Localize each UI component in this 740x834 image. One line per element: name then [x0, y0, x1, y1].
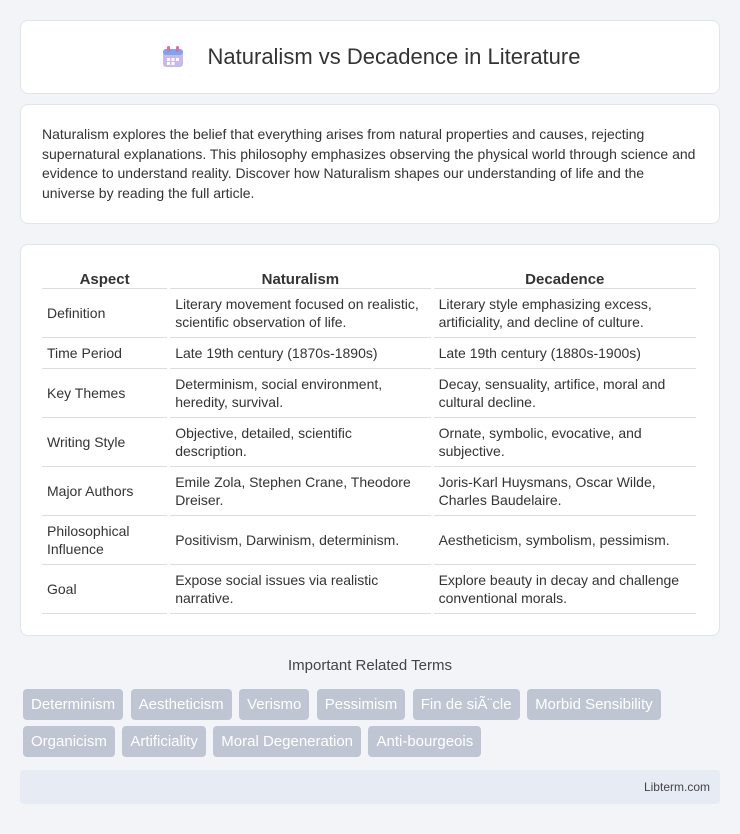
aspect-cell: Major Authors [42, 467, 167, 516]
table-row [42, 516, 696, 565]
aspect-cell: Goal [42, 565, 167, 614]
table-row [42, 338, 696, 369]
decadence-cell: Joris-Karl Huysmans, Oscar Wilde, Charles Baudelaire. [434, 467, 696, 516]
table-row [42, 467, 696, 516]
decadence-cell: Aestheticism, symbolism, pessimism. [434, 516, 696, 565]
intro-text: Naturalism explores the belief that everything arises from natural properties and causes, rejecting supernatural explanations. This philosophy emphasizes observing the physical world through science and evidence to understand reality. Discover how Naturalism shapes our understanding of life and the universe by reading the full article. [42, 126, 696, 201]
decadence-cell: Literary style emphasizing excess, artificiality, and decline of culture. [434, 289, 696, 338]
column-header-decadence: Decadence [434, 267, 696, 289]
tag-anti-bourgeois[interactable]: Anti-bourgeois [368, 726, 481, 757]
page-title: Naturalism vs Decadence in Literature [207, 44, 581, 69]
related-terms-heading: Important Related Terms [288, 657, 452, 674]
footer [20, 770, 720, 804]
related-terms-list [23, 689, 723, 763]
tag-moral-degeneration[interactable]: Moral Degeneration [213, 726, 361, 757]
calendar-icon [160, 44, 186, 70]
intro-card [20, 104, 720, 224]
comparison-card [20, 244, 720, 636]
table-row [42, 565, 696, 614]
tag-aestheticism[interactable]: Aestheticism [131, 689, 232, 720]
decadence-cell: Late 19th century (1880s-1900s) [434, 338, 696, 369]
footer-site-link[interactable]: Libterm.com [643, 780, 710, 794]
aspect-cell: Philosophical Influence [42, 516, 167, 565]
naturalism-cell: Positivism, Darwinism, determinism. [170, 516, 430, 565]
table-row [42, 418, 696, 467]
tag-verismo[interactable]: Verismo [239, 689, 309, 720]
tag-fin-de-siecle[interactable]: Fin de siÃ¨cle [413, 689, 520, 720]
decadence-cell: Decay, sensuality, artifice, moral and cultural decline. [434, 369, 696, 418]
column-header-aspect: Aspect [42, 267, 167, 289]
tag-organicism[interactable]: Organicism [23, 726, 115, 757]
title-card [20, 20, 720, 94]
tag-pessimism[interactable]: Pessimism [317, 689, 406, 720]
aspect-cell: Time Period [42, 338, 167, 369]
decadence-cell: Explore beauty in decay and challenge conventional morals. [434, 565, 696, 614]
column-header-naturalism: Naturalism [170, 267, 430, 289]
naturalism-cell: Late 19th century (1870s-1890s) [170, 338, 430, 369]
aspect-cell: Key Themes [42, 369, 167, 418]
aspect-cell: Definition [42, 289, 167, 338]
decadence-cell: Ornate, symbolic, evocative, and subjective. [434, 418, 696, 467]
naturalism-cell: Objective, detailed, scientific description. [170, 418, 430, 467]
naturalism-cell: Expose social issues via realistic narrative. [170, 565, 430, 614]
tag-determinism[interactable]: Determinism [23, 689, 123, 720]
comparison-table [39, 267, 699, 614]
naturalism-cell: Literary movement focused on realistic, scientific observation of life. [170, 289, 430, 338]
tag-morbid-sensibility[interactable]: Morbid Sensibility [527, 689, 661, 720]
naturalism-cell: Emile Zola, Stephen Crane, Theodore Dreiser. [170, 467, 430, 516]
table-row [42, 289, 696, 338]
table-row [42, 369, 696, 418]
naturalism-cell: Determinism, social environment, heredity, survival. [170, 369, 430, 418]
tag-artificiality[interactable]: Artificiality [122, 726, 206, 757]
aspect-cell: Writing Style [42, 418, 167, 467]
